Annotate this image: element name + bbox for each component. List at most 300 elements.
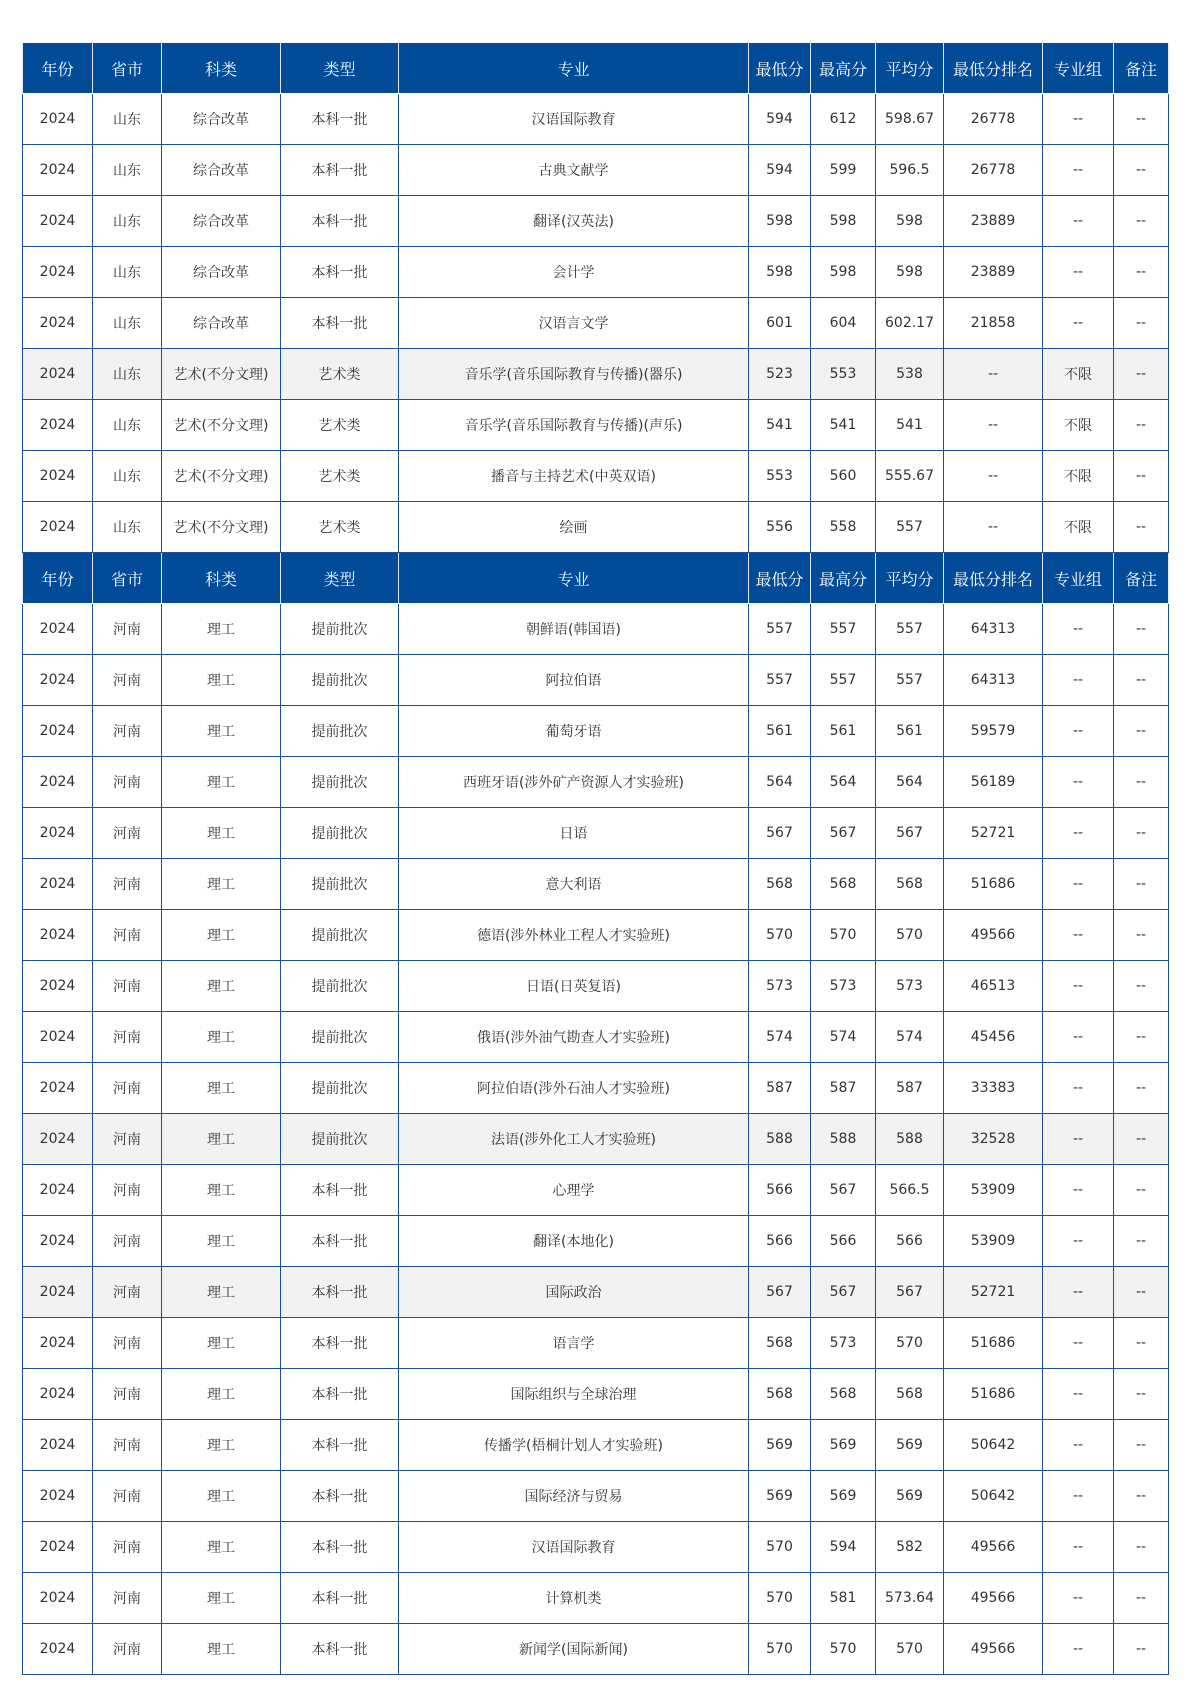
cell-province: 山东: [93, 247, 162, 298]
cell-major-group: --: [1043, 1267, 1114, 1318]
cell-major-group: --: [1043, 145, 1114, 196]
cell-major: 俄语(涉外油气勘查人才实验班): [399, 1012, 749, 1063]
cell-min-rank: 59579: [944, 706, 1043, 757]
cell-category: 理工: [162, 1165, 281, 1216]
table-header-row: [23, 43, 1169, 94]
cell-min-rank: 33383: [944, 1063, 1043, 1114]
cell-batch-type: 本科一批: [281, 1420, 399, 1471]
cell-province: 河南: [93, 706, 162, 757]
cell-major-group: --: [1043, 859, 1114, 910]
cell-major-group: --: [1043, 961, 1114, 1012]
header-major-group: 专业组: [1043, 43, 1114, 94]
cell-max-score: 588: [811, 1114, 876, 1165]
cell-year: 2024: [23, 1318, 93, 1369]
cell-avg-score: 573: [876, 961, 944, 1012]
cell-remark: --: [1114, 145, 1169, 196]
cell-province: 山东: [93, 196, 162, 247]
header-avg-score: 平均分: [876, 43, 944, 94]
cell-min-score: 564: [749, 757, 811, 808]
cell-max-score: 567: [811, 1267, 876, 1318]
cell-major: 心理学: [399, 1165, 749, 1216]
cell-year: 2024: [23, 1624, 93, 1675]
cell-category: 理工: [162, 1369, 281, 1420]
cell-batch-type: 本科一批: [281, 1369, 399, 1420]
cell-max-score: 561: [811, 706, 876, 757]
cell-major-group: 不限: [1043, 502, 1114, 553]
cell-min-score: 570: [749, 1573, 811, 1624]
cell-min-score: 570: [749, 1624, 811, 1675]
cell-province: 河南: [93, 1165, 162, 1216]
cell-major: 葡萄牙语: [399, 706, 749, 757]
table-row: [23, 451, 1169, 502]
cell-remark: --: [1114, 1114, 1169, 1165]
cell-batch-type: 本科一批: [281, 1624, 399, 1675]
cell-batch-type: 本科一批: [281, 196, 399, 247]
cell-year: 2024: [23, 910, 93, 961]
cell-avg-score: 557: [876, 604, 944, 655]
cell-province: 河南: [93, 1522, 162, 1573]
cell-avg-score: 569: [876, 1471, 944, 1522]
cell-remark: --: [1114, 1267, 1169, 1318]
cell-avg-score: 573.64: [876, 1573, 944, 1624]
cell-province: 河南: [93, 1471, 162, 1522]
cell-major: 翻译(汉英法): [399, 196, 749, 247]
cell-max-score: 604: [811, 298, 876, 349]
cell-year: 2024: [23, 1267, 93, 1318]
cell-year: 2024: [23, 502, 93, 553]
cell-category: 理工: [162, 1420, 281, 1471]
cell-year: 2024: [23, 1216, 93, 1267]
cell-avg-score: 566.5: [876, 1165, 944, 1216]
cell-major-group: --: [1043, 196, 1114, 247]
cell-remark: --: [1114, 94, 1169, 145]
cell-category: 理工: [162, 1471, 281, 1522]
cell-province: 河南: [93, 757, 162, 808]
cell-max-score: 541: [811, 400, 876, 451]
cell-min-rank: --: [944, 502, 1043, 553]
cell-major-group: --: [1043, 655, 1114, 706]
cell-major-group: --: [1043, 706, 1114, 757]
cell-major-group: --: [1043, 94, 1114, 145]
cell-remark: --: [1114, 400, 1169, 451]
header-min-score: 最低分: [749, 553, 811, 604]
cell-year: 2024: [23, 298, 93, 349]
cell-remark: --: [1114, 757, 1169, 808]
cell-province: 山东: [93, 400, 162, 451]
cell-avg-score: 598: [876, 196, 944, 247]
cell-max-score: 569: [811, 1420, 876, 1471]
cell-category: 理工: [162, 706, 281, 757]
cell-max-score: 612: [811, 94, 876, 145]
cell-province: 山东: [93, 94, 162, 145]
cell-year: 2024: [23, 247, 93, 298]
header-max-score: 最高分: [811, 43, 876, 94]
cell-province: 河南: [93, 604, 162, 655]
cell-category: 艺术(不分文理): [162, 400, 281, 451]
cell-category: 理工: [162, 757, 281, 808]
cell-year: 2024: [23, 757, 93, 808]
cell-batch-type: 本科一批: [281, 94, 399, 145]
cell-avg-score: 566: [876, 1216, 944, 1267]
cell-year: 2024: [23, 451, 93, 502]
cell-max-score: 594: [811, 1522, 876, 1573]
cell-min-score: 566: [749, 1216, 811, 1267]
cell-max-score: 569: [811, 1471, 876, 1522]
cell-min-rank: 56189: [944, 757, 1043, 808]
cell-year: 2024: [23, 94, 93, 145]
header-avg-score: 平均分: [876, 553, 944, 604]
cell-major: 语言学: [399, 1318, 749, 1369]
cell-min-rank: 52721: [944, 1267, 1043, 1318]
cell-batch-type: 本科一批: [281, 1471, 399, 1522]
cell-major-group: --: [1043, 1165, 1114, 1216]
cell-province: 河南: [93, 1012, 162, 1063]
cell-category: 理工: [162, 1267, 281, 1318]
cell-min-rank: 51686: [944, 1318, 1043, 1369]
table-row: [23, 655, 1169, 706]
cell-min-score: 594: [749, 145, 811, 196]
cell-year: 2024: [23, 655, 93, 706]
cell-year: 2024: [23, 604, 93, 655]
cell-batch-type: 提前批次: [281, 1063, 399, 1114]
cell-remark: --: [1114, 910, 1169, 961]
cell-category: 理工: [162, 1012, 281, 1063]
cell-category: 理工: [162, 910, 281, 961]
cell-province: 河南: [93, 1420, 162, 1471]
cell-major: 翻译(本地化): [399, 1216, 749, 1267]
cell-major: 日语: [399, 808, 749, 859]
cell-avg-score: 567: [876, 1267, 944, 1318]
cell-min-rank: 49566: [944, 1624, 1043, 1675]
cell-min-score: 568: [749, 1318, 811, 1369]
cell-batch-type: 本科一批: [281, 1267, 399, 1318]
cell-remark: --: [1114, 247, 1169, 298]
cell-category: 理工: [162, 1624, 281, 1675]
cell-year: 2024: [23, 1420, 93, 1471]
cell-remark: --: [1114, 1522, 1169, 1573]
table-row: [23, 94, 1169, 145]
cell-year: 2024: [23, 1165, 93, 1216]
cell-avg-score: 570: [876, 1624, 944, 1675]
table-row: [23, 1369, 1169, 1420]
cell-province: 河南: [93, 961, 162, 1012]
cell-province: 河南: [93, 1369, 162, 1420]
cell-min-rank: 46513: [944, 961, 1043, 1012]
cell-batch-type: 提前批次: [281, 655, 399, 706]
cell-major: 法语(涉外化工人才实验班): [399, 1114, 749, 1165]
cell-min-score: 573: [749, 961, 811, 1012]
cell-batch-type: 本科一批: [281, 145, 399, 196]
table-row: [23, 502, 1169, 553]
cell-max-score: 598: [811, 196, 876, 247]
cell-remark: --: [1114, 1063, 1169, 1114]
cell-max-score: 553: [811, 349, 876, 400]
table-row: [23, 757, 1169, 808]
cell-min-score: 541: [749, 400, 811, 451]
table-row: [23, 808, 1169, 859]
table-row: [23, 910, 1169, 961]
cell-major: 传播学(梧桐计划人才实验班): [399, 1420, 749, 1471]
cell-min-score: 557: [749, 604, 811, 655]
cell-category: 理工: [162, 1114, 281, 1165]
cell-major: 音乐学(音乐国际教育与传播)(器乐): [399, 349, 749, 400]
header-min-rank: 最低分排名: [944, 553, 1043, 604]
cell-province: 河南: [93, 1573, 162, 1624]
cell-max-score: 557: [811, 655, 876, 706]
cell-avg-score: 568: [876, 1369, 944, 1420]
cell-category: 艺术(不分文理): [162, 349, 281, 400]
table-row: [23, 961, 1169, 1012]
cell-batch-type: 艺术类: [281, 349, 399, 400]
cell-year: 2024: [23, 196, 93, 247]
cell-major: 国际经济与贸易: [399, 1471, 749, 1522]
cell-avg-score: 598.67: [876, 94, 944, 145]
table-row: [23, 1624, 1169, 1675]
cell-year: 2024: [23, 400, 93, 451]
cell-min-rank: 32528: [944, 1114, 1043, 1165]
cell-year: 2024: [23, 706, 93, 757]
cell-remark: --: [1114, 655, 1169, 706]
cell-avg-score: 570: [876, 1318, 944, 1369]
header-major: 专业: [399, 553, 749, 604]
cell-category: 综合改革: [162, 247, 281, 298]
cell-min-score: 568: [749, 1369, 811, 1420]
cell-remark: --: [1114, 1471, 1169, 1522]
cell-max-score: 568: [811, 1369, 876, 1420]
cell-remark: --: [1114, 298, 1169, 349]
cell-category: 理工: [162, 1216, 281, 1267]
table-row: [23, 196, 1169, 247]
header-province: 省市: [93, 553, 162, 604]
cell-min-rank: 21858: [944, 298, 1043, 349]
cell-batch-type: 提前批次: [281, 859, 399, 910]
cell-avg-score: 582: [876, 1522, 944, 1573]
cell-remark: --: [1114, 1624, 1169, 1675]
cell-province: 山东: [93, 502, 162, 553]
cell-province: 山东: [93, 349, 162, 400]
table-row: [23, 1420, 1169, 1471]
cell-major: 西班牙语(涉外矿产资源人才实验班): [399, 757, 749, 808]
cell-major-group: --: [1043, 1114, 1114, 1165]
cell-major-group: 不限: [1043, 400, 1114, 451]
cell-category: 理工: [162, 655, 281, 706]
cell-remark: --: [1114, 196, 1169, 247]
cell-major: 阿拉伯语: [399, 655, 749, 706]
cell-remark: --: [1114, 1420, 1169, 1471]
cell-year: 2024: [23, 1573, 93, 1624]
cell-min-rank: 50642: [944, 1471, 1043, 1522]
cell-min-score: 598: [749, 247, 811, 298]
cell-province: 山东: [93, 145, 162, 196]
cell-max-score: 587: [811, 1063, 876, 1114]
cell-min-rank: 49566: [944, 1522, 1043, 1573]
cell-avg-score: 538: [876, 349, 944, 400]
cell-category: 艺术(不分文理): [162, 451, 281, 502]
header-major-group: 专业组: [1043, 553, 1114, 604]
cell-avg-score: 598: [876, 247, 944, 298]
table-row: [23, 247, 1169, 298]
cell-major: 日语(日英复语): [399, 961, 749, 1012]
cell-remark: --: [1114, 808, 1169, 859]
cell-category: 理工: [162, 1318, 281, 1369]
cell-min-rank: 45456: [944, 1012, 1043, 1063]
cell-province: 河南: [93, 1063, 162, 1114]
cell-batch-type: 本科一批: [281, 1165, 399, 1216]
cell-min-rank: 49566: [944, 1573, 1043, 1624]
cell-batch-type: 本科一批: [281, 1216, 399, 1267]
cell-major: 国际政治: [399, 1267, 749, 1318]
cell-year: 2024: [23, 145, 93, 196]
cell-batch-type: 提前批次: [281, 1012, 399, 1063]
cell-major: 汉语国际教育: [399, 94, 749, 145]
cell-min-score: 556: [749, 502, 811, 553]
table-row: [23, 1012, 1169, 1063]
cell-province: 河南: [93, 1216, 162, 1267]
header-province: 省市: [93, 43, 162, 94]
cell-category: 综合改革: [162, 196, 281, 247]
table-row: [23, 1216, 1169, 1267]
cell-major-group: --: [1043, 1216, 1114, 1267]
table-row: [23, 145, 1169, 196]
cell-major: 意大利语: [399, 859, 749, 910]
cell-remark: --: [1114, 604, 1169, 655]
cell-min-score: 570: [749, 1522, 811, 1573]
cell-avg-score: 567: [876, 808, 944, 859]
cell-category: 理工: [162, 808, 281, 859]
cell-max-score: 574: [811, 1012, 876, 1063]
cell-min-rank: 64313: [944, 655, 1043, 706]
cell-major: 音乐学(音乐国际教育与传播)(声乐): [399, 400, 749, 451]
cell-major: 绘画: [399, 502, 749, 553]
cell-province: 山东: [93, 298, 162, 349]
cell-batch-type: 艺术类: [281, 451, 399, 502]
cell-avg-score: 555.67: [876, 451, 944, 502]
cell-batch-type: 本科一批: [281, 247, 399, 298]
cell-major-group: --: [1043, 1624, 1114, 1675]
table-row: [23, 298, 1169, 349]
cell-batch-type: 提前批次: [281, 808, 399, 859]
cell-min-rank: 26778: [944, 145, 1043, 196]
cell-min-score: 598: [749, 196, 811, 247]
cell-min-rank: --: [944, 349, 1043, 400]
header-batch-type: 类型: [281, 553, 399, 604]
cell-avg-score: 596.5: [876, 145, 944, 196]
cell-min-rank: 23889: [944, 247, 1043, 298]
cell-max-score: 570: [811, 910, 876, 961]
cell-avg-score: 587: [876, 1063, 944, 1114]
cell-province: 河南: [93, 1624, 162, 1675]
cell-max-score: 599: [811, 145, 876, 196]
cell-category: 综合改革: [162, 145, 281, 196]
cell-year: 2024: [23, 349, 93, 400]
cell-min-score: 567: [749, 808, 811, 859]
cell-min-rank: 51686: [944, 859, 1043, 910]
header-min-rank: 最低分排名: [944, 43, 1043, 94]
table-header-row: [23, 553, 1169, 604]
cell-avg-score: 602.17: [876, 298, 944, 349]
cell-batch-type: 艺术类: [281, 400, 399, 451]
cell-category: 综合改革: [162, 94, 281, 145]
cell-year: 2024: [23, 1369, 93, 1420]
cell-min-rank: --: [944, 400, 1043, 451]
cell-max-score: 568: [811, 859, 876, 910]
header-max-score: 最高分: [811, 553, 876, 604]
table-row: [23, 1114, 1169, 1165]
cell-major-group: --: [1043, 757, 1114, 808]
cell-batch-type: 提前批次: [281, 1114, 399, 1165]
table-row: [23, 349, 1169, 400]
cell-min-rank: 53909: [944, 1165, 1043, 1216]
cell-min-rank: 64313: [944, 604, 1043, 655]
cell-category: 艺术(不分文理): [162, 502, 281, 553]
cell-major: 阿拉伯语(涉外石油人才实验班): [399, 1063, 749, 1114]
cell-major-group: --: [1043, 604, 1114, 655]
table-row: [23, 706, 1169, 757]
cell-remark: --: [1114, 706, 1169, 757]
table-row: [23, 859, 1169, 910]
cell-year: 2024: [23, 1012, 93, 1063]
cell-major: 汉语国际教育: [399, 1522, 749, 1573]
cell-major: 播音与主持艺术(中英双语): [399, 451, 749, 502]
cell-max-score: 581: [811, 1573, 876, 1624]
cell-year: 2024: [23, 1063, 93, 1114]
cell-avg-score: 574: [876, 1012, 944, 1063]
table-row: [23, 1165, 1169, 1216]
cell-major-group: --: [1043, 910, 1114, 961]
cell-min-rank: 26778: [944, 94, 1043, 145]
cell-min-score: 523: [749, 349, 811, 400]
cell-max-score: 557: [811, 604, 876, 655]
cell-major: 会计学: [399, 247, 749, 298]
cell-major-group: --: [1043, 1420, 1114, 1471]
cell-avg-score: 569: [876, 1420, 944, 1471]
cell-min-score: 568: [749, 859, 811, 910]
cell-remark: --: [1114, 961, 1169, 1012]
cell-min-rank: 23889: [944, 196, 1043, 247]
cell-min-score: 574: [749, 1012, 811, 1063]
header-category: 科类: [162, 43, 281, 94]
cell-major-group: --: [1043, 1471, 1114, 1522]
cell-province: 河南: [93, 1114, 162, 1165]
cell-year: 2024: [23, 859, 93, 910]
cell-max-score: 560: [811, 451, 876, 502]
cell-max-score: 567: [811, 808, 876, 859]
cell-year: 2024: [23, 961, 93, 1012]
cell-batch-type: 本科一批: [281, 1522, 399, 1573]
cell-min-score: 553: [749, 451, 811, 502]
header-year: 年份: [23, 43, 93, 94]
cell-min-rank: 52721: [944, 808, 1043, 859]
cell-min-score: 569: [749, 1420, 811, 1471]
cell-remark: --: [1114, 349, 1169, 400]
cell-major-group: --: [1043, 1522, 1114, 1573]
table-row: [23, 1522, 1169, 1573]
cell-batch-type: 提前批次: [281, 961, 399, 1012]
cell-major-group: --: [1043, 1573, 1114, 1624]
cell-major: 国际组织与全球治理: [399, 1369, 749, 1420]
cell-min-rank: 50642: [944, 1420, 1043, 1471]
cell-batch-type: 提前批次: [281, 604, 399, 655]
cell-province: 河南: [93, 655, 162, 706]
cell-major-group: --: [1043, 1369, 1114, 1420]
cell-avg-score: 588: [876, 1114, 944, 1165]
cell-year: 2024: [23, 1471, 93, 1522]
cell-category: 理工: [162, 859, 281, 910]
cell-min-score: 588: [749, 1114, 811, 1165]
cell-major-group: --: [1043, 1063, 1114, 1114]
cell-batch-type: 提前批次: [281, 706, 399, 757]
table-row: [23, 604, 1169, 655]
